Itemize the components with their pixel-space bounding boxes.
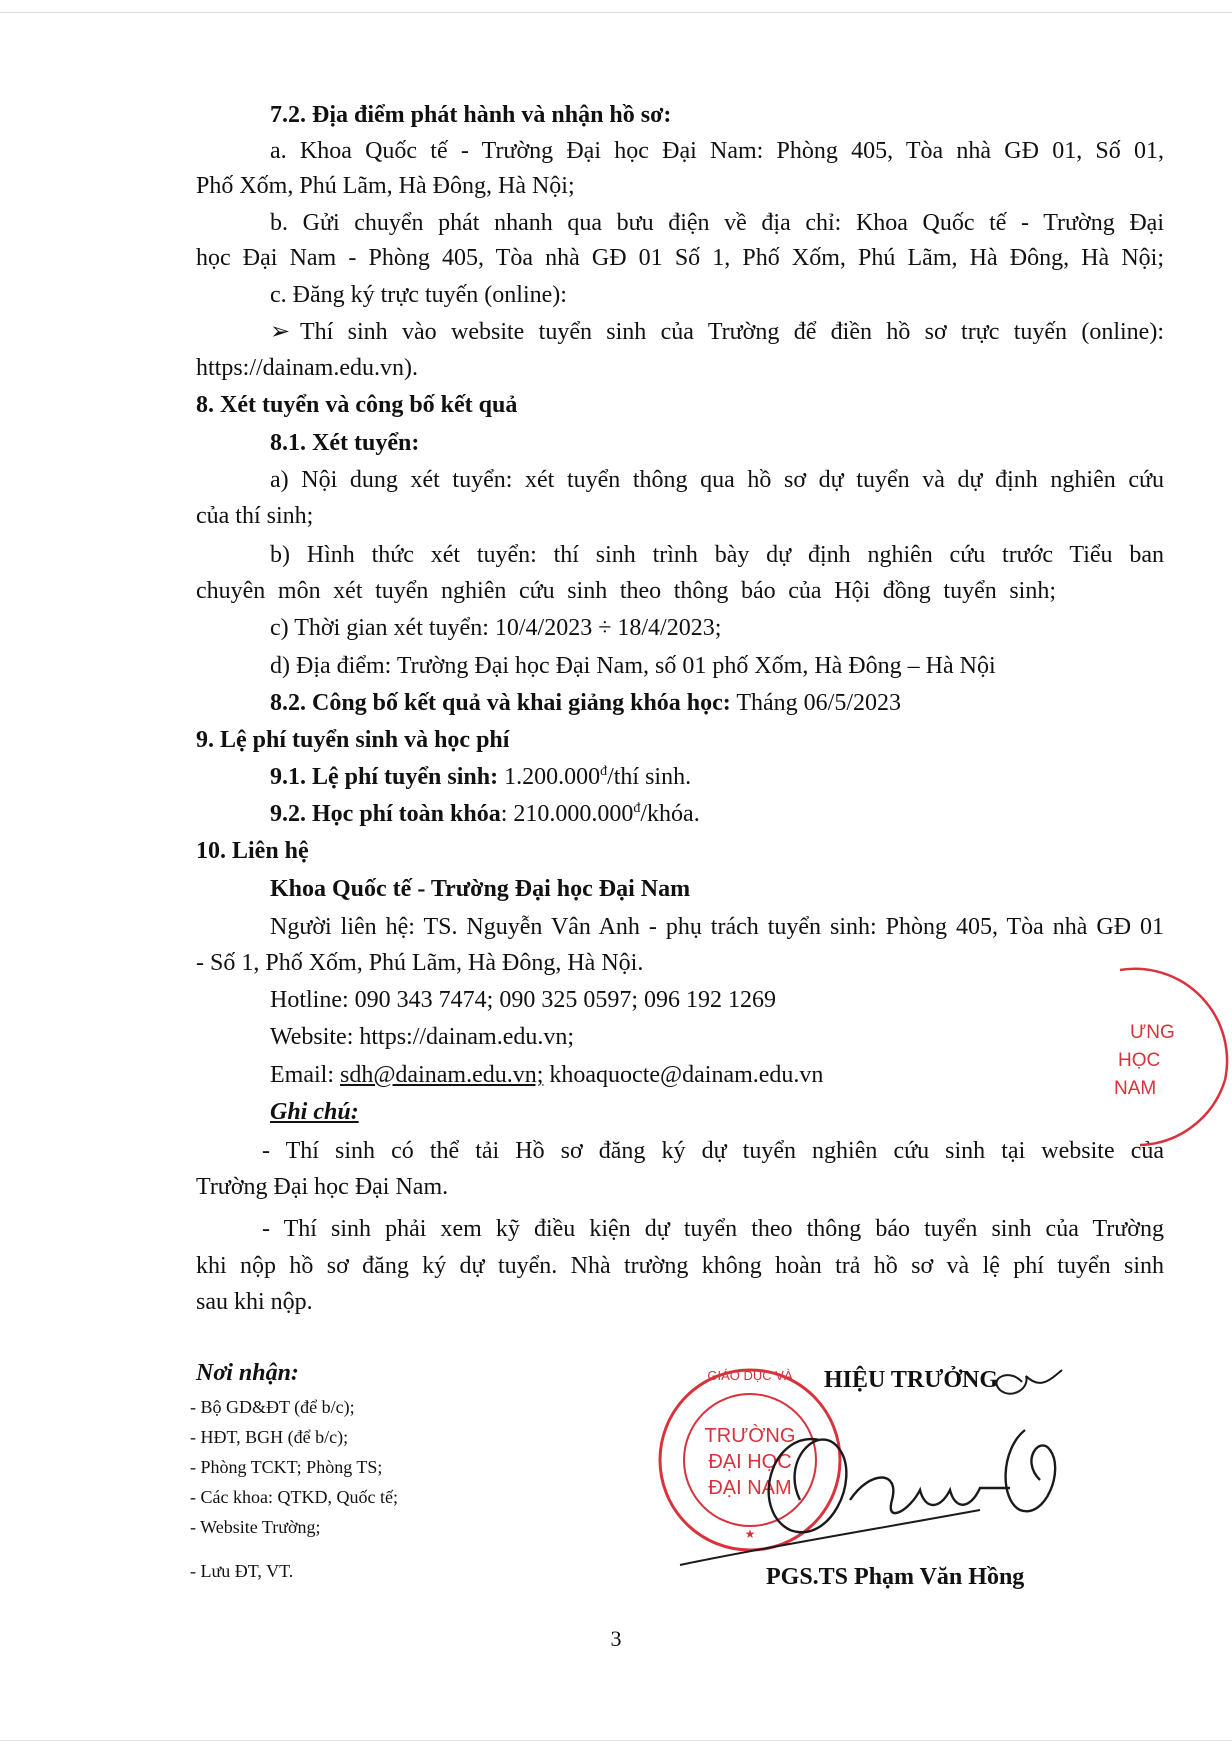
email-khoaquocte: khoaquocte@dainam.edu.vn [543, 1062, 824, 1088]
signatory-name: PGS.TS Phạm Văn Hồng [766, 1564, 1025, 1590]
section-8-1-title: 8.1. Xét tuyển: [270, 430, 420, 456]
s72-a-line1: a. Khoa Quốc tế - Trường Đại học Đại Nam: Phòng 405, Tòa nhà GĐ 01, Số 01, [270, 138, 1164, 164]
s9-2-unit: /khóa. [640, 801, 700, 827]
bullet-arrow-icon: ➢ [270, 319, 291, 345]
recipient-item: - HĐT, BGH (để b/c); [190, 1427, 349, 1447]
stamp-line-2: ĐẠI HỌC [708, 1451, 792, 1473]
section-9-title: 9. Lệ phí tuyển sinh và học phí [196, 727, 510, 753]
s72-b-line2: học Đại Nam - Phòng 405, Tòa nhà GĐ 01 Số 1, Phố Xốm, Phú Lãm, Hà Đông, Hà Nội; [196, 245, 1164, 271]
s8-b-line2: chuyên môn xét tuyển nghiên cứu sinh theo thông báo của Hội đồng tuyển sinh; [196, 578, 1056, 604]
stamp-line-1: TRƯỜNG [704, 1425, 796, 1447]
s9-1-currency: đ [600, 764, 608, 779]
section-10-title: 10. Liên hệ [196, 838, 309, 864]
s8-2-label: 8.2. Công bố kết quả và khai giảng khóa học: [270, 690, 731, 716]
s9-1-line [270, 762, 691, 792]
stamp-ring-text: GIÁO DỤC VÀ [707, 1368, 793, 1383]
s9-2-currency: đ [633, 801, 641, 816]
recipient-item: - Bộ GD&ĐT (để b/c); [190, 1397, 355, 1417]
s9-2-value: : 210.000.000 [500, 801, 634, 827]
s8-2-line [270, 688, 901, 718]
side-stamp-icon [1100, 960, 1232, 1150]
s72-c-line1: Thí sinh vào website tuyển sinh của Trường để điền hồ sơ trực tuyến (online): [300, 319, 1164, 345]
note-2-line2: khi nộp hồ sơ đăng ký dự tuyển. Nhà trường không hoàn trả hồ sơ và lệ phí tuyển sinh [196, 1253, 1164, 1279]
s9-1-value: 1.200.000 [498, 764, 601, 790]
s72-a-line2: Phố Xốm, Phú Lãm, Hà Đông, Hà Nội; [196, 173, 575, 199]
contact-website: Website: https://dainam.edu.vn; [270, 1024, 575, 1050]
scan-edge-bottom [0, 1740, 1232, 1741]
s8-a-line2: của thí sinh; [196, 503, 314, 529]
s9-1-label: 9.1. Lệ phí tuyển sinh: [270, 764, 499, 790]
note-title: Ghi chú: [270, 1099, 359, 1125]
section-7-2-title: 7.2. Địa điểm phát hành và nhận hồ sơ: [270, 102, 672, 128]
contact-person-line2: - Số 1, Phố Xốm, Phú Lãm, Hà Đông, Hà Nội. [196, 950, 644, 976]
stamp-line-3: ĐẠI NAM [708, 1477, 792, 1499]
svg-text:★: ★ [744, 1527, 756, 1541]
page-number: 3 [610, 1626, 622, 1651]
s9-1-unit: /thí sinh. [607, 764, 692, 790]
recipients-title-text: Nơi nhận: [196, 1360, 299, 1386]
s9-2-label: 9.2. Học phí toàn khóa [270, 801, 501, 827]
contact-email-line [270, 1060, 823, 1090]
s8-c: c) Thời gian xét tuyển: 10/4/2023 ÷ 18/4/2023; [270, 615, 722, 641]
recipient-item: - Phòng TCKT; Phòng TS; [190, 1457, 383, 1477]
section-8-title: 8. Xét tuyển và công bố kết quả [196, 392, 518, 418]
scan-edge-top [0, 12, 1232, 13]
email-label: Email: [270, 1062, 340, 1088]
signature-title: HIỆU TRƯỞNG [824, 1367, 999, 1393]
recipient-item: - Lưu ĐT, VT. [190, 1561, 294, 1581]
side-stamp-line-1: ƯNG [1130, 1022, 1175, 1043]
s8-b-line1: b) Hình thức xét tuyển: thí sinh trình bày dự định nghiên cứu trước Tiểu ban [270, 542, 1164, 568]
contact-person-line1: Người liên hệ: TS. Nguyễn Vân Anh - phụ trách tuyển sinh: Phòng 405, Tòa nhà GĐ 01 [270, 914, 1164, 940]
email-link-sdh[interactable]: sdh@dainam.edu.vn; [339, 1062, 544, 1088]
note-2-line3: sau khi nộp. [196, 1289, 313, 1315]
s8-d: d) Địa điểm: Trường Đại học Đại Nam, số 01 phố Xốm, Hà Đông – Hà Nội [270, 653, 996, 679]
recipients-title [196, 1358, 299, 1388]
handwritten-signature-icon [670, 1360, 1090, 1580]
recipient-item: - Website Trường; [190, 1517, 321, 1537]
s72-c-line2: https://dainam.edu.vn). [196, 355, 418, 381]
side-stamp-line-2: HỌC [1118, 1050, 1161, 1071]
contact-org: Khoa Quốc tế - Trường Đại học Đại Nam [270, 876, 691, 902]
note-1-line1: - Thí sinh có thể tải Hồ sơ đăng ký dự tuyển nghiên cứu sinh tại website của [262, 1138, 1164, 1164]
note-1-line2: Trường Đại học Đại Nam. [196, 1174, 449, 1200]
s8-2-value: Tháng 06/5/2023 [730, 690, 901, 716]
side-stamp-line-3: NAM [1114, 1078, 1157, 1099]
note-2-line1: - Thí sinh phải xem kỹ điều kiện dự tuyển theo thông báo tuyển sinh của Trường [262, 1216, 1164, 1242]
s8-a-line1: a) Nội dung xét tuyển: xét tuyển thông qua hồ sơ dự tuyển và dự định nghiên cứu [270, 467, 1164, 493]
s72-b-line1: b. Gửi chuyển phát nhanh qua bưu điện về địa chỉ: Khoa Quốc tế - Trường Đại [270, 210, 1164, 236]
s72-c: c. Đăng ký trực tuyến (online): [270, 282, 567, 308]
contact-hotline: Hotline: 090 343 7474; 090 325 0597; 096 192 1269 [270, 987, 776, 1013]
recipient-item: - Các khoa: QTKD, Quốc tế; [190, 1487, 398, 1507]
s9-2-line [270, 799, 700, 829]
